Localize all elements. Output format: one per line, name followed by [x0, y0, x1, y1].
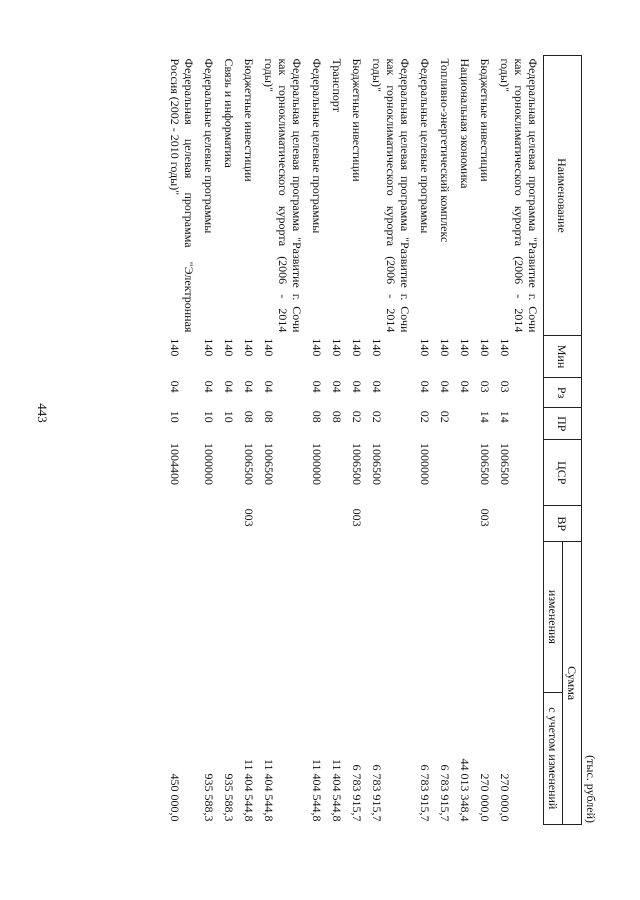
row-changes: [239, 542, 259, 692]
row-csr: 1006500: [242, 442, 256, 485]
row-vr: [435, 506, 455, 542]
table-row: [475, 56, 495, 825]
row-changes: [415, 542, 435, 692]
row-csr: 1006500: [498, 442, 512, 485]
table-row: [347, 56, 367, 825]
row-changes: [475, 542, 495, 692]
row-changes: [307, 542, 327, 692]
row-changes: [495, 542, 544, 692]
row-pr: [455, 408, 475, 440]
row-pr: 10: [168, 410, 182, 423]
row-pr: 08: [310, 410, 324, 423]
row-rz: 03: [498, 380, 512, 393]
row-csr: [435, 440, 455, 506]
row-pr: 08: [330, 410, 344, 423]
header-with-changes: с учетом изменений: [544, 692, 563, 824]
table-header: [544, 56, 582, 825]
row-with-changes: 11 404 544,8: [262, 758, 276, 822]
row-vr: [495, 506, 544, 542]
row-name: Бюджетные инвестиции: [478, 58, 492, 182]
row-changes: [455, 542, 475, 692]
row-with-changes: 935 588,3: [202, 773, 216, 822]
header-csr: ЦСР: [544, 440, 582, 506]
table-row: [495, 56, 544, 825]
table-row: [239, 56, 259, 825]
row-rz: 04: [350, 380, 364, 393]
row-with-changes: 11 404 544,8: [330, 758, 344, 822]
row-name: Федеральные целевые программы: [310, 58, 324, 234]
row-csr: 1000000: [310, 442, 324, 485]
row-vr: 003: [478, 508, 492, 527]
row-name: Топливно-энергетический комплекс: [438, 58, 452, 243]
row-csr: 1006500: [262, 442, 276, 485]
row-min: 140: [168, 338, 182, 357]
row-with-changes: 935 588,3: [222, 773, 236, 822]
header-name: Наименование: [544, 56, 582, 336]
row-vr: [199, 506, 219, 542]
row-rz: 04: [438, 380, 452, 393]
row-rz: 04: [458, 380, 472, 393]
row-rz: 04: [330, 380, 344, 393]
row-name: Федеральные целевые программы: [202, 58, 216, 234]
row-min: 140: [262, 338, 276, 357]
row-with-changes: 270 000,0: [478, 773, 492, 822]
row-pr: 02: [370, 410, 384, 423]
row-name: Федеральная целевая программа "Развитие г. Сочи как горноклиматического курорта (2006 - 2014 годы)": [370, 58, 412, 333]
row-name: Связь и информатика: [222, 58, 236, 168]
row-csr: 1000000: [418, 442, 432, 485]
row-with-changes: 270 000,0: [498, 773, 512, 822]
row-name: Бюджетные инвестиции: [242, 58, 256, 182]
row-csr: 1006500: [350, 442, 364, 485]
row-changes: [347, 542, 367, 692]
row-rz: 04: [168, 380, 182, 393]
row-pr: 08: [262, 410, 276, 423]
row-vr: [327, 506, 347, 542]
row-rz: 04: [242, 380, 256, 393]
header-changes: изменения: [544, 542, 563, 692]
row-vr: [415, 506, 435, 542]
row-rz: 03: [478, 380, 492, 393]
row-min: 140: [350, 338, 364, 357]
row-csr: [455, 440, 475, 506]
row-with-changes: 44 013 348,4: [458, 758, 472, 822]
row-csr: 1000000: [202, 442, 216, 485]
budget-table: [165, 55, 582, 825]
row-min: 140: [458, 338, 472, 357]
row-rz: 04: [222, 380, 236, 393]
row-with-changes: 11 404 544,8: [310, 758, 324, 822]
header-vr: ВР: [544, 506, 582, 542]
row-min: 140: [202, 338, 216, 357]
row-min: 140: [222, 338, 236, 357]
row-vr: [367, 506, 415, 542]
row-min: 140: [242, 338, 256, 357]
row-changes: [259, 542, 307, 692]
row-with-changes: 11 404 544,8: [242, 758, 256, 822]
row-with-changes: 6 783 915,7: [350, 764, 364, 822]
table-body: [165, 56, 544, 825]
row-csr: [219, 440, 239, 506]
row-min: 140: [310, 338, 324, 357]
row-vr: [219, 506, 239, 542]
row-csr: 1006500: [478, 442, 492, 485]
row-rz: 04: [370, 380, 384, 393]
row-min: 140: [498, 338, 512, 357]
row-changes: [367, 542, 415, 692]
row-name: Федеральная целевая программа "Развитие г. Сочи как горноклиматического курорта (2006 - 2014 годы)": [498, 58, 540, 333]
row-pr: 08: [242, 410, 256, 423]
row-pr: 02: [350, 410, 364, 423]
table-row: [219, 56, 239, 825]
row-changes: [327, 542, 347, 692]
table-row: [199, 56, 219, 825]
row-vr: [455, 506, 475, 542]
page-number: 443: [35, 403, 50, 423]
row-min: 140: [370, 338, 384, 357]
row-min: 140: [330, 338, 344, 357]
table-row: [327, 56, 347, 825]
row-csr: [327, 440, 347, 506]
header-rz: Рз: [544, 378, 582, 408]
row-with-changes: 6 783 915,7: [438, 764, 452, 822]
row-with-changes: 6 783 915,7: [418, 764, 432, 822]
row-min: 140: [438, 338, 452, 357]
table-row: [259, 56, 307, 825]
row-pr: 02: [418, 410, 432, 423]
row-pr: 10: [222, 410, 236, 423]
row-changes: [435, 542, 455, 692]
header-min: Мин: [544, 335, 582, 377]
row-vr: [307, 506, 327, 542]
row-pr: 02: [438, 410, 452, 423]
row-with-changes: 450 000,0: [168, 773, 182, 822]
row-vr: [165, 506, 199, 542]
row-rz: 04: [418, 380, 432, 393]
row-rz: 04: [310, 380, 324, 393]
row-changes: [165, 542, 199, 692]
row-changes: [219, 542, 239, 692]
row-name: Национальная экономика: [458, 58, 472, 189]
row-name: Бюджетные инвестиции: [350, 58, 364, 182]
row-name: Федеральная целевая программа "Развитие г. Сочи как горноклиматического курорта (2006 - 2014 годы)": [262, 58, 304, 333]
header-pr: ПР: [544, 408, 582, 440]
row-vr: [259, 506, 307, 542]
budget-table-sheet: [120, 55, 600, 825]
table-row: [415, 56, 435, 825]
row-name: Федеральные целевые программы: [418, 58, 432, 234]
row-csr: 1004400: [168, 442, 182, 485]
unit-note: (тыс. рублей): [584, 755, 598, 823]
row-pr: 14: [478, 410, 492, 423]
row-vr: 003: [350, 508, 364, 527]
table-row: [367, 56, 415, 825]
header-sum: Сумма: [563, 542, 582, 825]
row-rz: 04: [202, 380, 216, 393]
row-changes: [199, 542, 219, 692]
table-row: [455, 56, 475, 825]
row-pr: 10: [202, 410, 216, 423]
row-min: 140: [478, 338, 492, 357]
row-min: 140: [418, 338, 432, 357]
table-row: [165, 56, 199, 825]
table-row: [435, 56, 455, 825]
row-pr: 14: [498, 410, 512, 423]
row-csr: 1006500: [370, 442, 384, 485]
row-name: Транспорт: [330, 58, 344, 112]
row-name: Федеральная целевая программа "Электронная Россия (2002 - 2010 годы)": [168, 58, 196, 333]
row-with-changes: 6 783 915,7: [370, 764, 384, 822]
row-rz: 04: [262, 380, 276, 393]
row-vr: 003: [242, 508, 256, 527]
table-row: [307, 56, 327, 825]
